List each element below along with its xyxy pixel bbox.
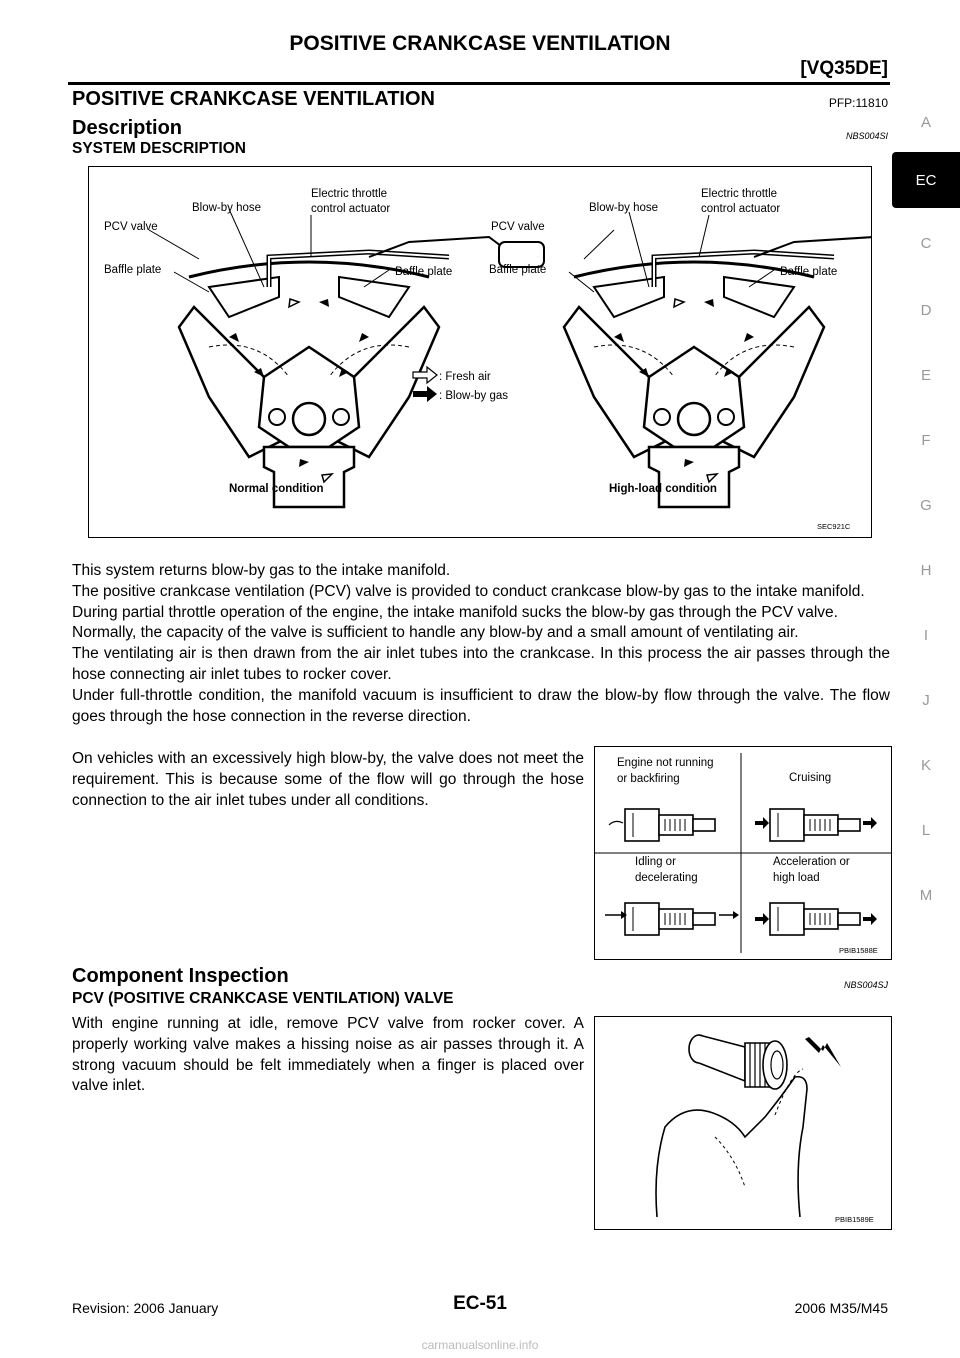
part-code: PFP:11810 [828,96,888,110]
system-description-heading: SYSTEM DESCRIPTION [72,140,246,157]
valve-label-accel-2: high load [773,872,820,884]
label-blowby-hose-left: Blow-by hose [192,202,262,214]
pcv-valve-states-diagram [595,747,891,959]
label-etc-right-2: control actuator [701,203,781,215]
blowby-gas-legend-icon [413,386,437,402]
figure-code-pbib1589e: PBIB1589E [835,1215,874,1224]
valve-cruising [770,809,860,841]
paragraph: Normally, the capacity of the valve is sufficient to handle any blow-by and a small amount of ventilating air. [72,624,799,642]
index-tab-i[interactable]: I [923,627,929,644]
index-tab-f[interactable]: F [921,432,931,449]
index-tab-h[interactable]: H [920,562,932,579]
footer-page-number: EC-51 [453,1293,507,1314]
legend-fresh-air: : Fresh air [439,371,491,383]
index-tab-k[interactable]: K [920,757,931,774]
legend-blowby-gas: : Blow-by gas [439,390,509,402]
index-tab-j[interactable]: J [922,692,930,709]
section-index-tabs [892,92,960,928]
inspection-ref: NBS004SJ [843,980,888,990]
pcv-system-diagram [89,167,871,537]
footer-revision: Revision: 2006 January [72,1300,219,1316]
engine-model-code: [VQ35DE] [800,58,888,79]
index-tab-a[interactable]: A [920,113,931,131]
leader-lines-left [149,209,774,292]
paragraph: This system returns blow-by gas to the intake manifold. [72,562,451,579]
label-baffle-right-2: Baffle plate [780,266,838,278]
index-tab-c[interactable]: C [920,234,932,252]
label-baffle-left-1: Baffle plate [104,264,162,276]
label-etc-left-1: Electric throttle [311,188,388,200]
component-inspection-heading: Component Inspection [72,965,289,987]
pcv-valve-heading: PCV (POSITIVE CRANKCASE VENTILATION) VALVE [72,990,454,1007]
paragraph: The ventilating air is then drawn from the air inlet tubes into the crankcase. In this process the air passes through the hose connecting air inlet tubes to rocker cover. [72,645,890,683]
paragraph: The positive crankcase ventilation (PCV) valve is provided to conduct crankcase blow-by gas to the intake manifold. [72,582,865,600]
index-tab-e[interactable]: E [920,367,931,384]
header-rule [68,82,890,85]
index-tab-ec[interactable]: EC [892,152,960,208]
paragraph: During partial throttle operation of the engine, the intake manifold sucks the blow-by gas through the PCV valve. [72,603,838,621]
label-baffle-right-1: Baffle plate [489,264,547,276]
index-tab-m[interactable]: M [919,887,933,904]
label-pcv-valve-right: PCV valve [491,221,545,233]
label-blowby-hose-right: Blow-by hose [589,202,659,214]
watermark: carmanualsonline.info [421,1338,539,1352]
valve-inspection-figure [594,1016,892,1230]
description-heading: Description [72,117,183,139]
high-blowby-paragraph: On vehicles with an excessively high blow-by, the valve does not meet the requirement. This is because some of the flow will go through the hose connection to the air inlet tubes under all conditions. [72,750,584,809]
system-description-text [72,561,890,727]
label-baffle-left-2: Baffle plate [395,266,453,278]
pcv-valve-states-figure [594,746,892,960]
index-tab-l[interactable]: L [921,822,931,839]
section-title: POSITIVE CRANKCASE VENTILATION [72,88,435,110]
valve-label-not-running-1: Engine not running [617,757,714,769]
footer-model: 2006 M35/M45 [794,1300,888,1316]
valve-inspection-diagram [595,1017,891,1229]
valve-label-not-running-2: or backfiring [617,773,680,785]
valve-acceleration [770,903,860,935]
valve-label-idling-2: decelerating [635,872,698,884]
page-header-title: POSITIVE CRANKCASE VENTILATION [289,32,671,55]
label-etc-right-1: Electric throttle [701,188,778,200]
valve-label-accel-1: Acceleration or [773,856,850,868]
index-tab-d[interactable]: D [920,302,932,319]
valve-label-idling-1: Idling or [635,856,676,868]
figure-code-sec921c: SEC921C [817,522,851,531]
valve-idling [625,903,715,935]
figure-code-pbib1588e: PBIB1588E [839,946,878,955]
pcv-system-figure [88,166,872,538]
caption-high-load-condition: High-load condition [609,483,717,495]
label-etc-left-2: control actuator [311,203,391,215]
inspection-text: With engine running at idle, remove PCV valve from rocker cover. A properly working valve makes a hissing noise as air passes through it. A strong vacuum should be felt immediately when a finger is placed over valve inlet. [72,1015,584,1095]
valve-not-running [625,809,715,841]
valve-label-cruising: Cruising [789,772,832,784]
paragraph: Under full-throttle condition, the manifold vacuum is insufficient to draw the blow-by flow through the valve. The flow goes through the hose connection in the reverse direction. [72,686,890,725]
description-ref: NBS004SI [845,131,888,141]
label-pcv-valve-left: PCV valve [104,221,158,233]
index-tab-g[interactable]: G [920,497,932,514]
caption-normal-condition: Normal condition [229,483,324,495]
